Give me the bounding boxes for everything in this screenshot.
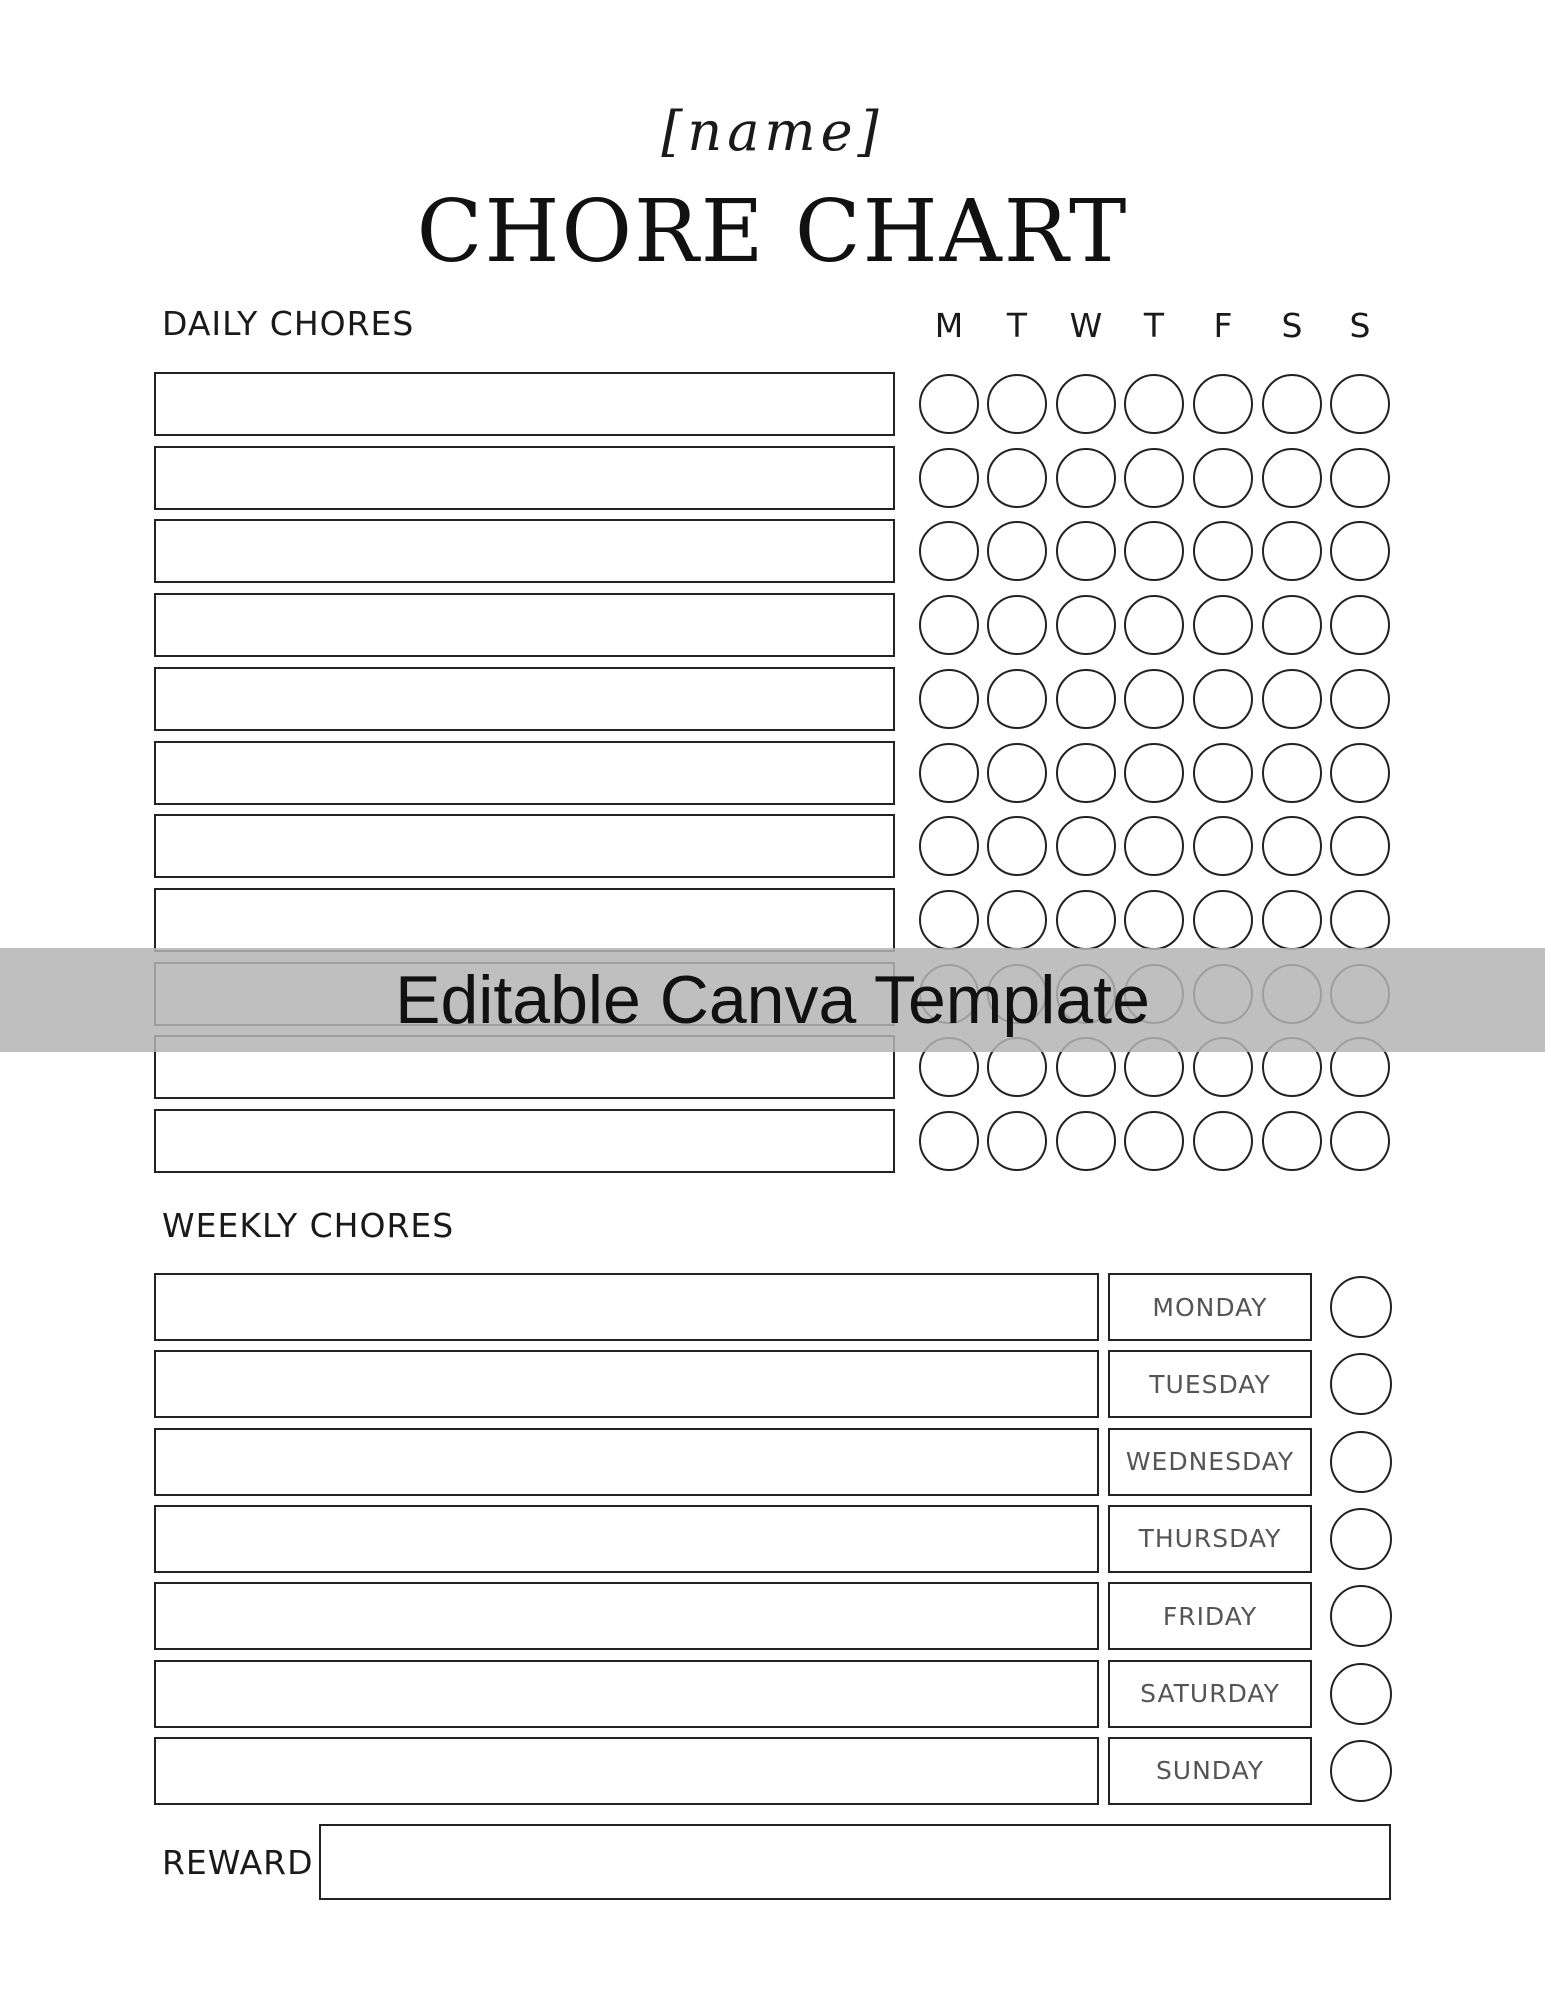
daily-chore-input[interactable] — [154, 519, 895, 583]
weekly-day-label: TUESDAY — [1108, 1350, 1312, 1418]
weekly-checkbox-circle[interactable] — [1330, 1431, 1392, 1493]
daily-checkbox-circle[interactable] — [1124, 743, 1184, 803]
daily-checkbox-circle[interactable] — [1056, 521, 1116, 581]
weekly-day-label: SUNDAY — [1108, 1737, 1312, 1805]
weekly-chore-input[interactable] — [154, 1505, 1099, 1573]
daily-checkbox-circle[interactable] — [1262, 743, 1322, 803]
daily-checkbox-circle[interactable] — [987, 521, 1047, 581]
daily-checkbox-circle[interactable] — [1262, 816, 1322, 876]
daily-checkbox-circle[interactable] — [1330, 448, 1390, 508]
daily-chore-input[interactable] — [154, 446, 895, 510]
daily-checkbox-circle[interactable] — [1330, 374, 1390, 434]
daily-checkbox-circle[interactable] — [987, 816, 1047, 876]
daily-checkbox-circle[interactable] — [1056, 669, 1116, 729]
daily-chore-input[interactable] — [154, 667, 895, 731]
weekly-day-label: FRIDAY — [1108, 1582, 1312, 1650]
daily-checkbox-circle[interactable] — [1193, 890, 1253, 950]
daily-checkbox-circle[interactable] — [987, 669, 1047, 729]
daily-checkbox-circle[interactable] — [1193, 669, 1253, 729]
daily-chores-heading: DAILY CHORES — [162, 304, 415, 343]
daily-checkbox-circle[interactable] — [1193, 521, 1253, 581]
daily-checkbox-circle[interactable] — [1193, 448, 1253, 508]
daily-checkbox-circle[interactable] — [1330, 1111, 1390, 1171]
weekly-chore-input[interactable] — [154, 1350, 1099, 1418]
weekly-chore-input[interactable] — [154, 1428, 1099, 1496]
daily-checkbox-circle[interactable] — [1124, 595, 1184, 655]
daily-checkbox-circle[interactable] — [987, 1111, 1047, 1171]
page-title: CHORE CHART — [416, 182, 1129, 282]
weekly-checkbox-circle[interactable] — [1330, 1508, 1392, 1570]
watermark-text: Editable Canva Template — [395, 962, 1150, 1038]
daily-checkbox-circle[interactable] — [919, 1111, 979, 1171]
day-header-4: F — [1213, 306, 1233, 345]
daily-checkbox-circle[interactable] — [1262, 669, 1322, 729]
daily-checkbox-circle[interactable] — [1330, 595, 1390, 655]
daily-checkbox-circle[interactable] — [1056, 448, 1116, 508]
daily-chore-input[interactable] — [154, 814, 895, 878]
weekly-checkbox-circle[interactable] — [1330, 1663, 1392, 1725]
daily-checkbox-circle[interactable] — [1056, 816, 1116, 876]
daily-checkbox-circle[interactable] — [1124, 890, 1184, 950]
weekly-checkbox-circle[interactable] — [1330, 1353, 1392, 1415]
weekly-day-label: SATURDAY — [1108, 1660, 1312, 1728]
daily-checkbox-circle[interactable] — [919, 669, 979, 729]
daily-checkbox-circle[interactable] — [1124, 521, 1184, 581]
weekly-day-label: WEDNESDAY — [1108, 1428, 1312, 1496]
daily-checkbox-circle[interactable] — [1330, 521, 1390, 581]
daily-checkbox-circle[interactable] — [919, 595, 979, 655]
daily-checkbox-circle[interactable] — [987, 890, 1047, 950]
day-header-6: S — [1349, 306, 1371, 345]
daily-checkbox-circle[interactable] — [1262, 448, 1322, 508]
daily-checkbox-circle[interactable] — [1124, 374, 1184, 434]
daily-checkbox-circle[interactable] — [987, 374, 1047, 434]
name-placeholder[interactable]: [name] — [661, 100, 884, 163]
weekly-chore-input[interactable] — [154, 1660, 1099, 1728]
daily-checkbox-circle[interactable] — [919, 890, 979, 950]
daily-checkbox-circle[interactable] — [987, 743, 1047, 803]
daily-checkbox-circle[interactable] — [919, 743, 979, 803]
daily-checkbox-circle[interactable] — [1330, 816, 1390, 876]
daily-checkbox-circle[interactable] — [1124, 816, 1184, 876]
weekly-checkbox-circle[interactable] — [1330, 1585, 1392, 1647]
daily-checkbox-circle[interactable] — [1330, 669, 1390, 729]
daily-checkbox-circle[interactable] — [1124, 669, 1184, 729]
day-header-2: W — [1069, 306, 1103, 345]
daily-checkbox-circle[interactable] — [1124, 448, 1184, 508]
daily-checkbox-circle[interactable] — [1262, 890, 1322, 950]
weekly-checkbox-circle[interactable] — [1330, 1740, 1392, 1802]
daily-checkbox-circle[interactable] — [1262, 521, 1322, 581]
daily-checkbox-circle[interactable] — [1330, 743, 1390, 803]
daily-checkbox-circle[interactable] — [919, 816, 979, 876]
daily-checkbox-circle[interactable] — [1193, 743, 1253, 803]
weekly-chore-input[interactable] — [154, 1273, 1099, 1341]
daily-checkbox-circle[interactable] — [1193, 1111, 1253, 1171]
daily-checkbox-circle[interactable] — [919, 521, 979, 581]
daily-checkbox-circle[interactable] — [1262, 1111, 1322, 1171]
day-header-0: M — [934, 306, 964, 345]
daily-checkbox-circle[interactable] — [1193, 374, 1253, 434]
weekly-chores-heading: WEEKLY CHORES — [162, 1206, 455, 1245]
daily-chore-input[interactable] — [154, 741, 895, 805]
watermark-banner — [0, 948, 1545, 1052]
day-header-3: T — [1143, 306, 1165, 345]
reward-label: REWARD — [162, 1843, 314, 1882]
daily-checkbox-circle[interactable] — [1056, 743, 1116, 803]
daily-checkbox-circle[interactable] — [919, 374, 979, 434]
reward-field[interactable] — [319, 1824, 1391, 1900]
daily-checkbox-circle[interactable] — [1262, 374, 1322, 434]
daily-checkbox-circle[interactable] — [1193, 816, 1253, 876]
daily-chore-input[interactable] — [154, 372, 895, 436]
daily-checkbox-circle[interactable] — [1193, 595, 1253, 655]
daily-checkbox-circle[interactable] — [1056, 890, 1116, 950]
daily-checkbox-circle[interactable] — [1056, 374, 1116, 434]
day-header-5: S — [1281, 306, 1303, 345]
daily-checkbox-circle[interactable] — [987, 595, 1047, 655]
daily-checkbox-circle[interactable] — [1124, 1111, 1184, 1171]
daily-chore-input[interactable] — [154, 593, 895, 657]
weekly-chore-input[interactable] — [154, 1737, 1099, 1805]
daily-checkbox-circle[interactable] — [1262, 595, 1322, 655]
daily-checkbox-circle[interactable] — [987, 448, 1047, 508]
daily-checkbox-circle[interactable] — [919, 448, 979, 508]
weekly-checkbox-circle[interactable] — [1330, 1276, 1392, 1338]
daily-chore-input[interactable] — [154, 1109, 895, 1173]
day-header-1: T — [1006, 306, 1028, 345]
weekly-chore-input[interactable] — [154, 1582, 1099, 1650]
weekly-day-label: THURSDAY — [1108, 1505, 1312, 1573]
daily-chore-input[interactable] — [154, 888, 895, 952]
daily-checkbox-circle[interactable] — [1056, 595, 1116, 655]
daily-checkbox-circle[interactable] — [1056, 1111, 1116, 1171]
weekly-day-label: MONDAY — [1108, 1273, 1312, 1341]
daily-checkbox-circle[interactable] — [1330, 890, 1390, 950]
